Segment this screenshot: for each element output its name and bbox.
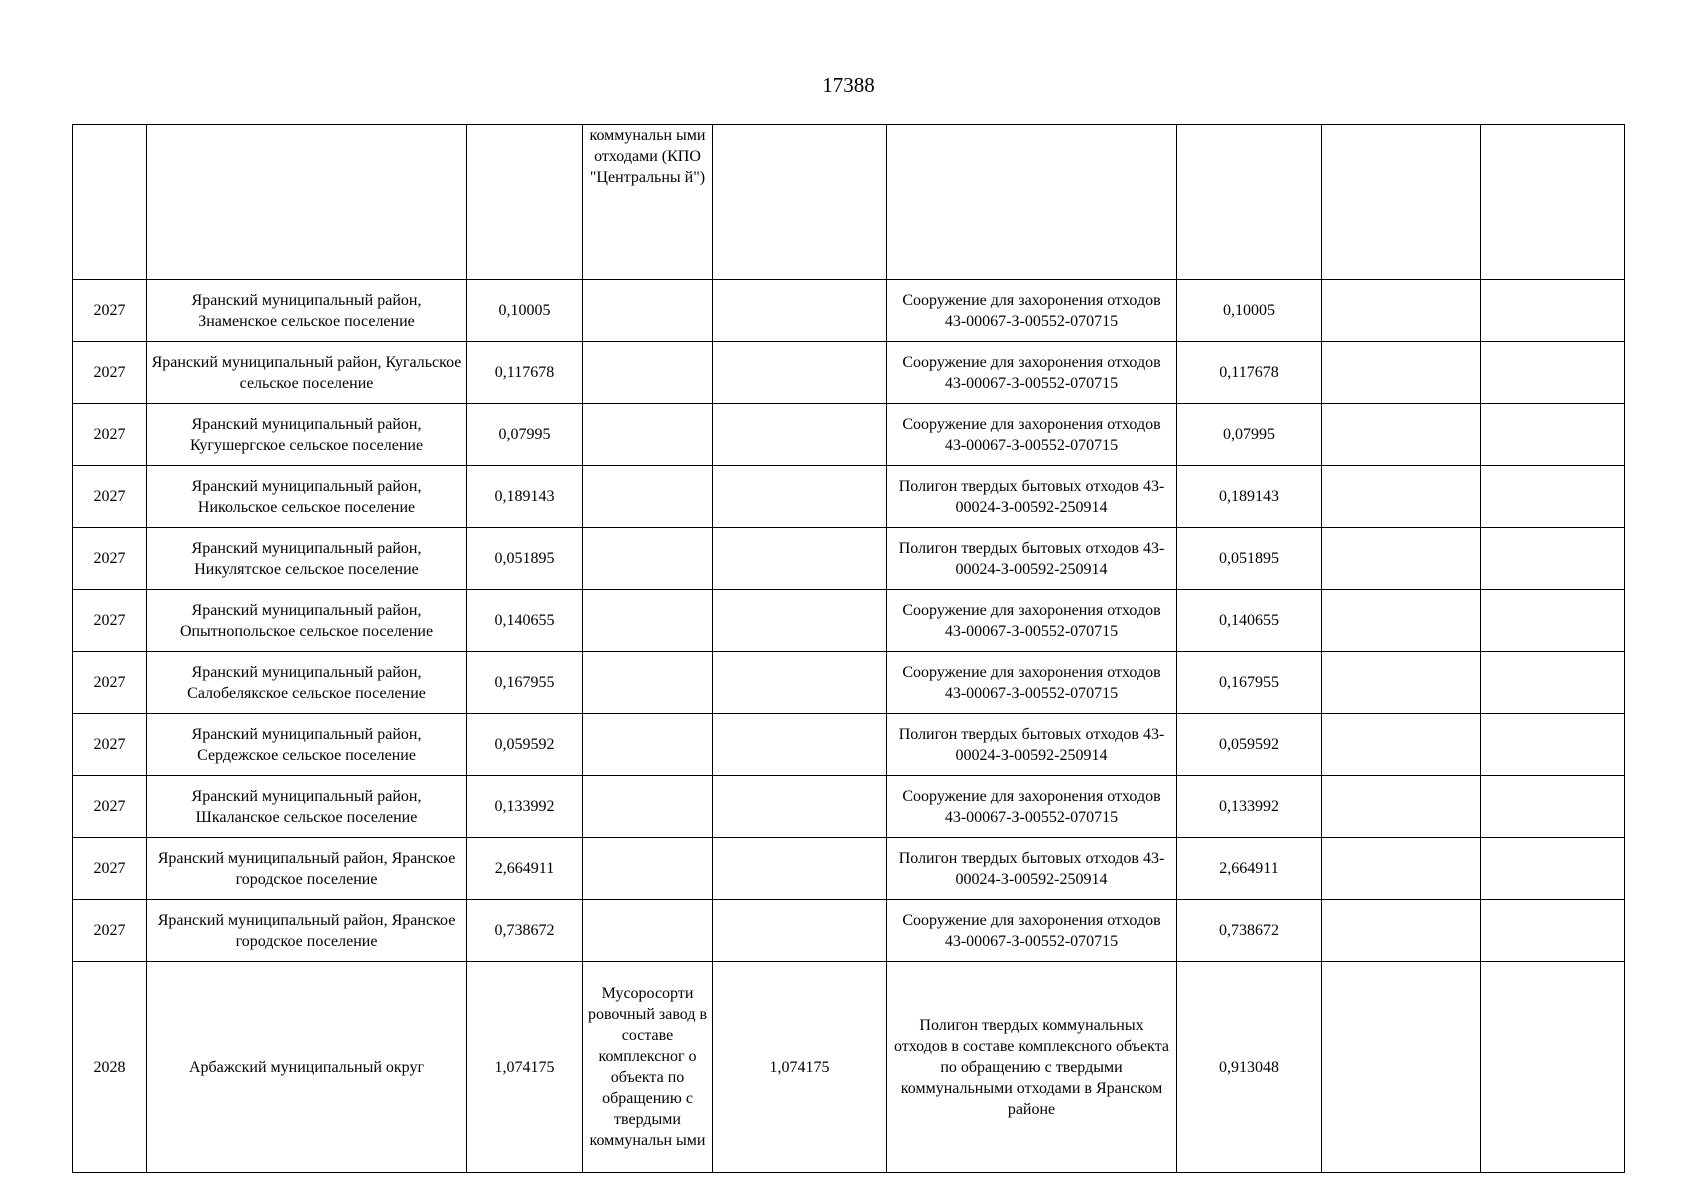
- cell-extra-2: [1481, 590, 1625, 652]
- cell-year: 2027: [73, 404, 147, 466]
- cell-sorting-volume: [713, 528, 887, 590]
- cell-extra-2: [1481, 900, 1625, 962]
- cell-sorting-volume: [713, 776, 887, 838]
- cell-extra-1: [1322, 714, 1481, 776]
- cell-extra-1: [1322, 466, 1481, 528]
- cell-extra-2: [1481, 342, 1625, 404]
- cell-year: 2027: [73, 342, 147, 404]
- cell-year: 2027: [73, 590, 147, 652]
- table-row: [73, 466, 1625, 528]
- cell-volume: 0,738672: [467, 900, 583, 962]
- cell-year: 2027: [73, 652, 147, 714]
- cell-year: 2027: [73, 838, 147, 900]
- cell-territory: Арбажский муниципальный округ: [147, 962, 467, 1173]
- cell-year: 2027: [73, 280, 147, 342]
- cell-territory: Яранский муниципальный район, Яранское городское поселение: [147, 838, 467, 900]
- cell-sorting-volume: [713, 466, 887, 528]
- cell-extra-1: [1322, 652, 1481, 714]
- cell-extra-2: [1481, 776, 1625, 838]
- cell-volume: 0,10005: [467, 280, 583, 342]
- cell-extra-1: [1322, 838, 1481, 900]
- cell-sorting-volume: [713, 342, 887, 404]
- table-row: [73, 404, 1625, 466]
- cell-territory: Яранский муниципальный район, Никулятское сельское поселение: [147, 528, 467, 590]
- cell-territory: [147, 125, 467, 280]
- cell-extra-1: [1322, 342, 1481, 404]
- cell-extra-1: [1322, 280, 1481, 342]
- cell-amount: 0,167955: [1177, 652, 1322, 714]
- cell-extra-2: [1481, 962, 1625, 1173]
- table-row: [73, 714, 1625, 776]
- cell-amount: 2,664911: [1177, 838, 1322, 900]
- cell-volume: 0,140655: [467, 590, 583, 652]
- cell-sorting-facility: [583, 342, 713, 404]
- cell-amount: 0,117678: [1177, 342, 1322, 404]
- cell-extra-1: [1322, 404, 1481, 466]
- cell-sorting-volume: [713, 714, 887, 776]
- cell-amount: 0,059592: [1177, 714, 1322, 776]
- cell-sorting-volume: [713, 280, 887, 342]
- cell-extra-1: [1322, 528, 1481, 590]
- cell-sorting-volume: 1,074175: [713, 962, 887, 1173]
- cell-facility: Полигон твердых бытовых отходов 43-00024-З-00592-250914: [887, 466, 1177, 528]
- cell-year: 2027: [73, 466, 147, 528]
- cell-extra-2: [1481, 714, 1625, 776]
- cell-sorting-volume: [713, 404, 887, 466]
- cell-facility: [887, 125, 1177, 280]
- cell-sorting-facility: [583, 900, 713, 962]
- table-row: [73, 652, 1625, 714]
- cell-extra-2: [1481, 652, 1625, 714]
- cell-sorting-volume: [713, 900, 887, 962]
- cell-volume: 0,167955: [467, 652, 583, 714]
- cell-amount: 0,07995: [1177, 404, 1322, 466]
- cell-facility: Полигон твердых бытовых отходов 43-00024-З-00592-250914: [887, 714, 1177, 776]
- cell-sorting-facility: [583, 466, 713, 528]
- table-row: [73, 776, 1625, 838]
- cell-facility: Полигон твердых коммунальных отходов в составе комплексного объекта по обращению с твердыми коммунальными отходами в Яранском районе: [887, 962, 1177, 1173]
- cell-extra-1: [1322, 125, 1481, 280]
- cell-extra-1: [1322, 900, 1481, 962]
- cell-sorting-volume: [713, 125, 887, 280]
- cell-facility: Сооружение для захоронения отходов 43-00067-З-00552-070715: [887, 900, 1177, 962]
- cell-amount: 0,738672: [1177, 900, 1322, 962]
- cell-sorting-facility: [583, 776, 713, 838]
- cell-extra-2: [1481, 125, 1625, 280]
- cell-extra-2: [1481, 838, 1625, 900]
- cell-facility: Сооружение для захоронения отходов 43-00067-З-00552-070715: [887, 590, 1177, 652]
- cell-volume: 0,051895: [467, 528, 583, 590]
- cell-territory: Яранский муниципальный район, Опытнопольское сельское поселение: [147, 590, 467, 652]
- cell-territory: Яранский муниципальный район, Никольское сельское поселение: [147, 466, 467, 528]
- cell-facility: Сооружение для захоронения отходов 43-00067-З-00552-070715: [887, 342, 1177, 404]
- table-row: [73, 838, 1625, 900]
- cell-volume: 0,133992: [467, 776, 583, 838]
- table-row-continued: [73, 125, 1625, 280]
- table-row: [73, 528, 1625, 590]
- cell-year: 2027: [73, 776, 147, 838]
- cell-extra-2: [1481, 404, 1625, 466]
- cell-amount: 0,140655: [1177, 590, 1322, 652]
- cell-sorting-facility: [583, 590, 713, 652]
- cell-volume: 0,117678: [467, 342, 583, 404]
- table-row: [73, 962, 1625, 1173]
- cell-amount: 0,913048: [1177, 962, 1322, 1173]
- cell-facility: Полигон твердых бытовых отходов 43-00024-З-00592-250914: [887, 838, 1177, 900]
- cell-sorting-facility: [583, 528, 713, 590]
- cell-volume: 0,189143: [467, 466, 583, 528]
- cell-facility: Сооружение для захоронения отходов 43-00067-З-00552-070715: [887, 404, 1177, 466]
- cell-territory: Яранский муниципальный район, Салобелякское сельское поселение: [147, 652, 467, 714]
- cell-territory: Яранский муниципальный район, Кугушергское сельское поселение: [147, 404, 467, 466]
- cell-amount: [1177, 125, 1322, 280]
- cell-year: 2027: [73, 900, 147, 962]
- cell-extra-1: [1322, 962, 1481, 1173]
- cell-extra-1: [1322, 776, 1481, 838]
- cell-year: 2028: [73, 962, 147, 1173]
- cell-sorting-volume: [713, 590, 887, 652]
- table-row: [73, 342, 1625, 404]
- table-row: [73, 590, 1625, 652]
- cell-amount: 0,10005: [1177, 280, 1322, 342]
- cell-extra-2: [1481, 280, 1625, 342]
- cell-sorting-facility: [583, 404, 713, 466]
- sorting-facility-text: коммунальн ыми отходами (КПО "Центральны й"): [589, 127, 706, 186]
- cell-sorting-facility: [583, 714, 713, 776]
- cell-amount: 0,133992: [1177, 776, 1322, 838]
- cell-territory: Яранский муниципальный район, Сердежское сельское поселение: [147, 714, 467, 776]
- cell-volume: 0,059592: [467, 714, 583, 776]
- cell-territory: Яранский муниципальный район, Яранское городское поселение: [147, 900, 467, 962]
- cell-amount: 0,189143: [1177, 466, 1322, 528]
- cell-sorting-volume: [713, 652, 887, 714]
- table-row: [73, 900, 1625, 962]
- cell-extra-2: [1481, 466, 1625, 528]
- cell-year: [73, 125, 147, 280]
- cell-facility: Сооружение для захоронения отходов 43-00067-З-00552-070715: [887, 776, 1177, 838]
- cell-year: 2027: [73, 528, 147, 590]
- cell-year: 2027: [73, 714, 147, 776]
- cell-sorting-facility: [583, 652, 713, 714]
- cell-facility: Сооружение для захоронения отходов 43-00067-З-00552-070715: [887, 652, 1177, 714]
- cell-volume: [467, 125, 583, 280]
- cell-sorting-facility: [583, 838, 713, 900]
- cell-territory: Яранский муниципальный район, Знаменское сельское поселение: [147, 280, 467, 342]
- cell-extra-2: [1481, 528, 1625, 590]
- cell-amount: 0,051895: [1177, 528, 1322, 590]
- cell-sorting-volume: [713, 838, 887, 900]
- cell-extra-1: [1322, 590, 1481, 652]
- cell-volume: 2,664911: [467, 838, 583, 900]
- cell-volume: 1,074175: [467, 962, 583, 1173]
- cell-volume: 0,07995: [467, 404, 583, 466]
- cell-sorting-facility: [583, 125, 713, 280]
- cell-sorting-facility: Мусоросорти ровочный завод в составе комплексног о объекта по обращению с твердыми коммунальн ыми: [583, 962, 713, 1173]
- table-row: [73, 280, 1625, 342]
- cell-facility: Полигон твердых бытовых отходов 43-00024-З-00592-250914: [887, 528, 1177, 590]
- cell-territory: Яранский муниципальный район, Шкаланское сельское поселение: [147, 776, 467, 838]
- page-number: 17388: [822, 73, 875, 97]
- cell-sorting-facility: [583, 280, 713, 342]
- data-table: [72, 124, 1625, 1173]
- cell-territory: Яранский муниципальный район, Кугальское сельское поселение: [147, 342, 467, 404]
- cell-facility: Сооружение для захоронения отходов 43-00067-З-00552-070715: [887, 280, 1177, 342]
